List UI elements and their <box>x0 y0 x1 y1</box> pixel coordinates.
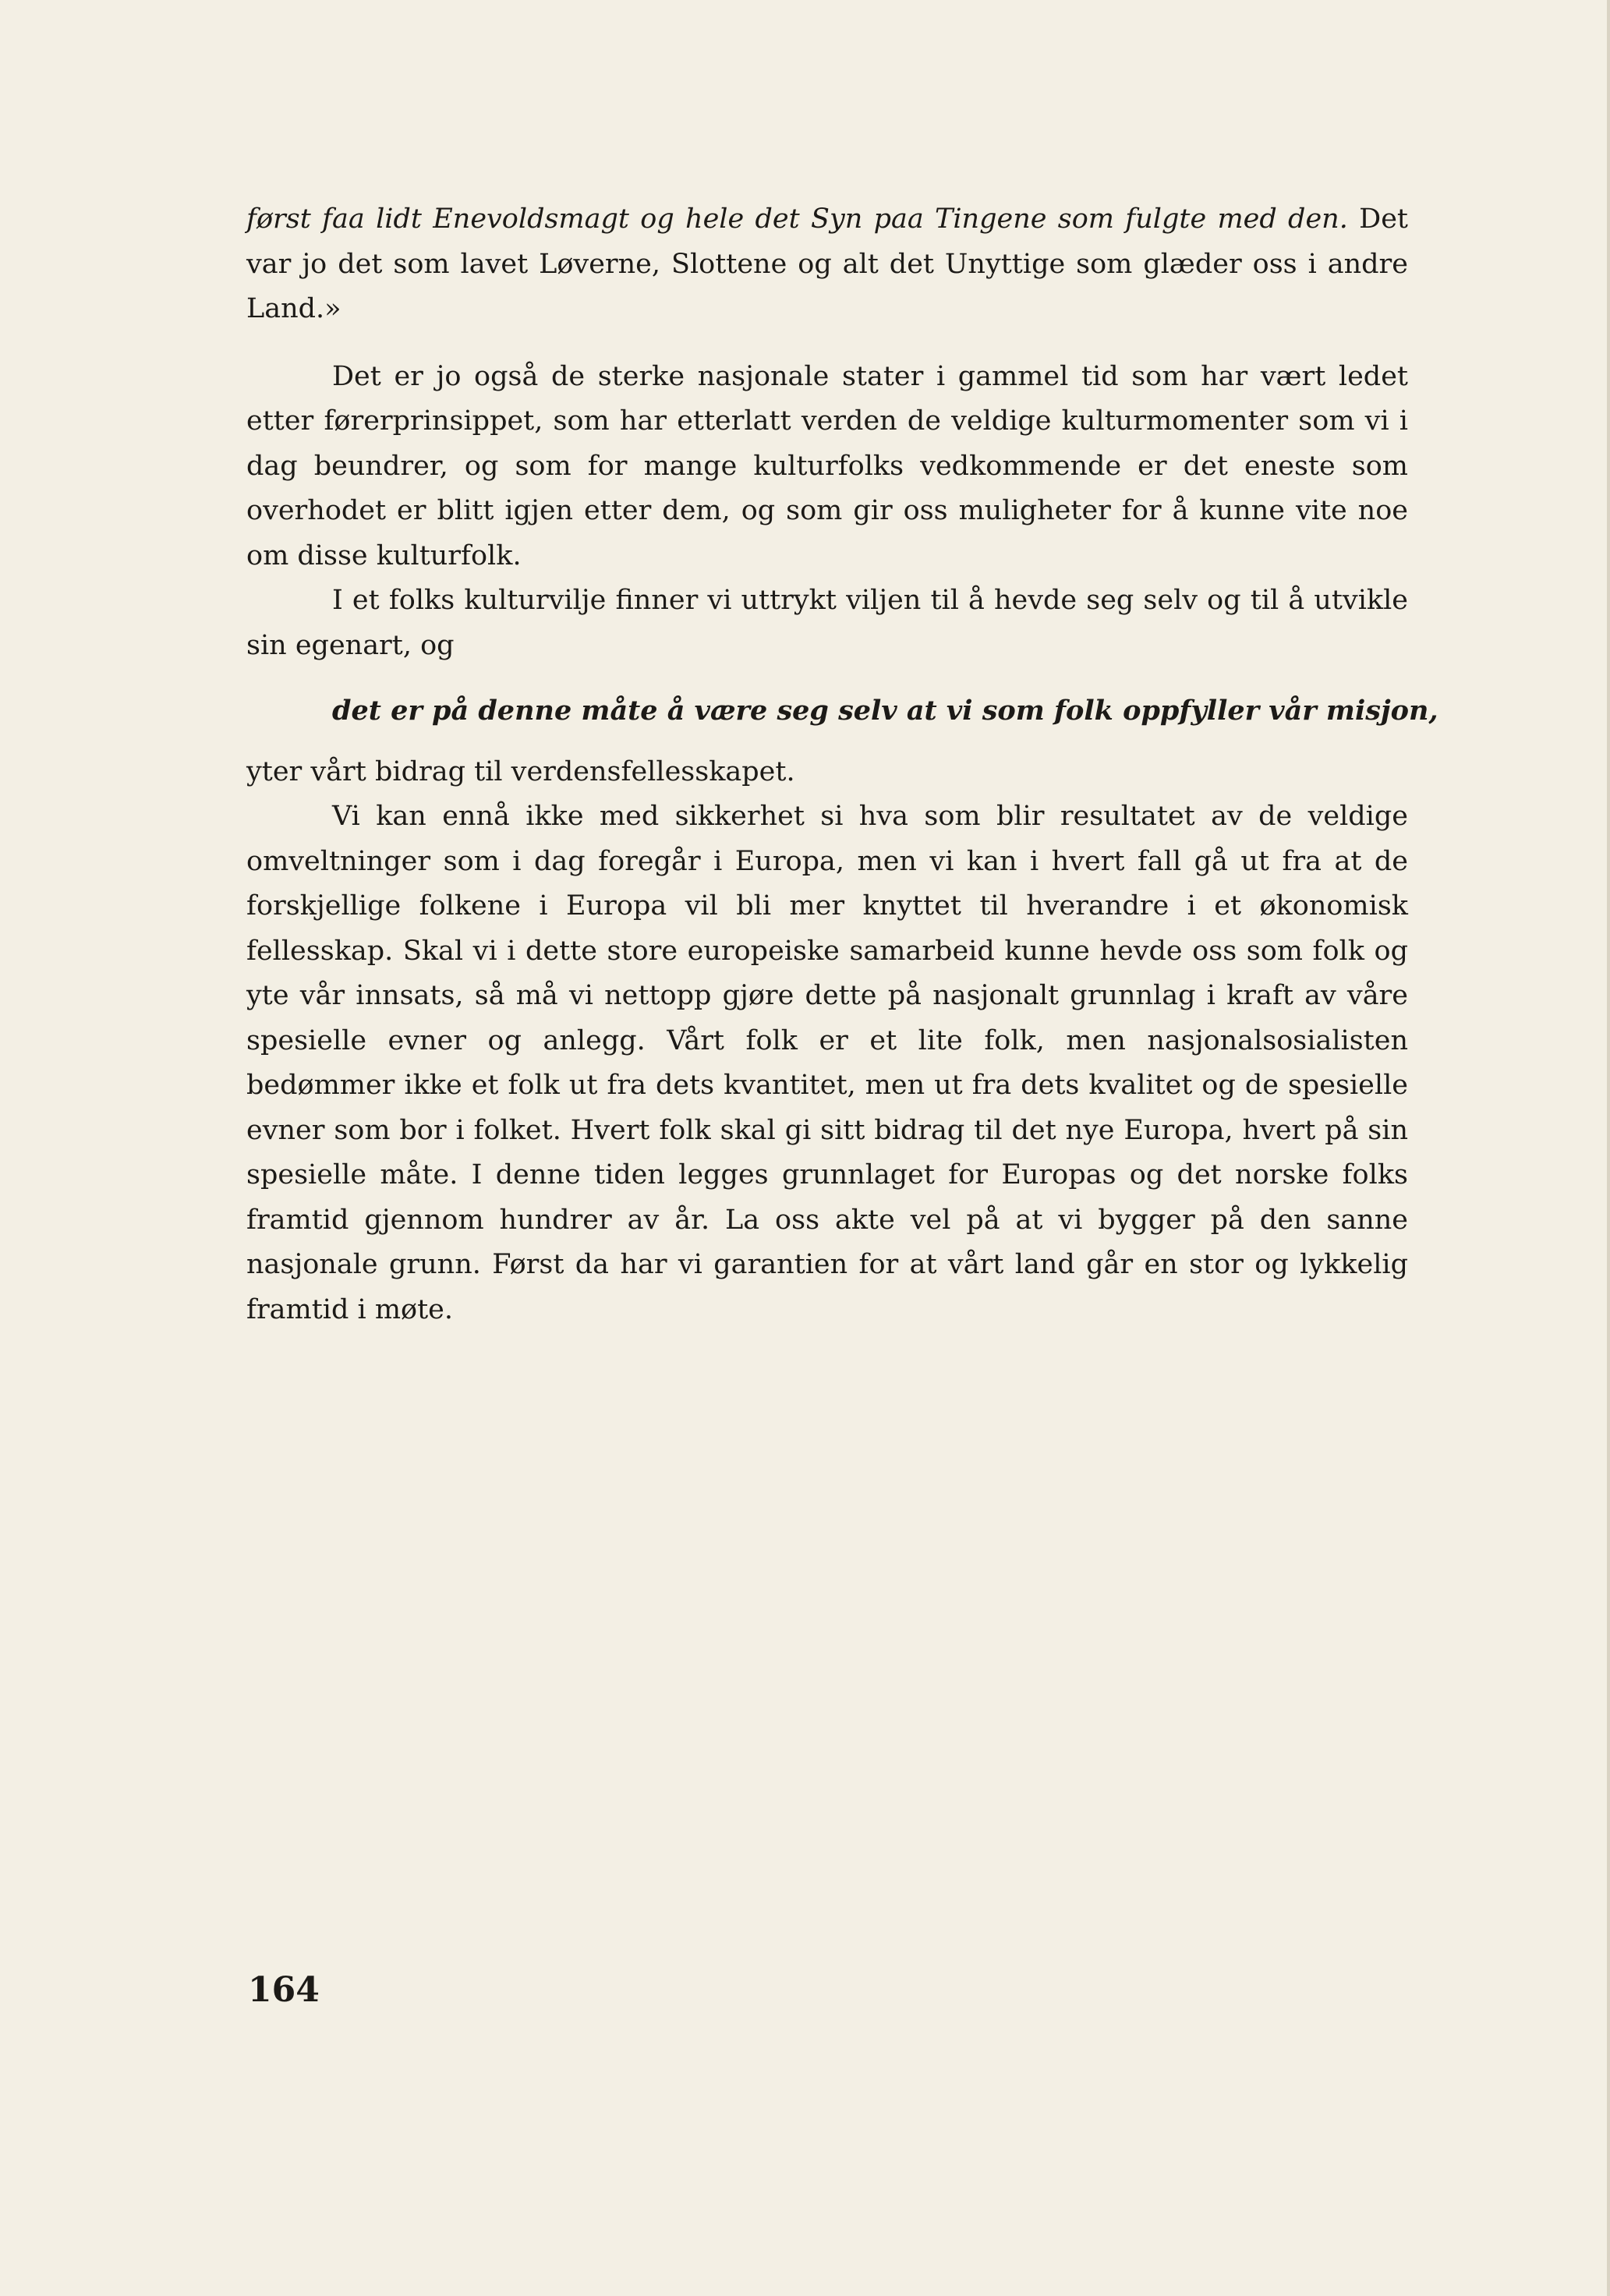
opening-quote-italic: først faa lidt Enevoldsmagt og hele det Syn paa Tingene som fulgte med den. <box>246 203 1348 235</box>
paragraph-cultural-will: I et folks kulturvilje finner vi uttrykt viljen til å hevde seg selv og til å utvikle sin egenart, og <box>246 585 1408 661</box>
paragraph-leader-principle: Det er jo også de sterke nasjonale stater i gammel tid som har vært ledet etter førerprinsippet, som har etterlatt verden de veldige kulturmomenter som vi i dag beundrer, og som for mange kulturfolks vedkommende er det eneste som overhodet er blitt igjen etter dem, og som gir oss muligheter for å kunne vite noe om disse kulturfolk. <box>246 360 1408 571</box>
paragraph-contribution: yter vårt bidrag til verdensfellesskapet. <box>246 755 795 787</box>
page-number: 164 <box>248 1970 320 2010</box>
opening-quote-continuation: Det var jo det som lavet Løverne, Slottene og alt det Unyttige som glæder oss i andre Land.» <box>246 203 1408 324</box>
paragraph-europe: Vi kan ennå ikke med sikkerhet si hva som blir resultatet av de veldige omveltninger som i dag foregår i Europa, men vi kan i hvert fall gå ut fra at de forskjellige folkene i Europa vil bli mer knyttet til hverandre i et økonomisk fellesskap. Skal vi i dette store europeiske samarbeid kunne hevde oss som folk og yte vår innsats, så må vi nettopp gjøre dette på nasjonalt grunnlag i kraft av våre spesielle evner og anlegg. Vårt folk er et lite folk, men nasjonalsosialisten bedømmer ikke et folk ut fra dets kvantitet, men ut fra dets kvalitet og de spesielle evner som bor i folket. Hvert folk skal gi sitt bidrag til det nye Europa, hvert på sin spesielle måte. I denne tiden legges grunnlaget for Europas og det norske folks framtid gjennom hundrer av år. La oss akte vel på at vi bygger på den sanne nasjonale grunn. Først da har vi garantien for at vårt land går en stor og lykkelig framtid i møte. <box>246 801 1408 1325</box>
body-text <box>246 197 1438 1332</box>
emphasized-statement: det er på denne måte å være seg selv at vi som folk oppfyller vår misjon, <box>332 695 1438 727</box>
opening-paragraph <box>246 197 1408 332</box>
